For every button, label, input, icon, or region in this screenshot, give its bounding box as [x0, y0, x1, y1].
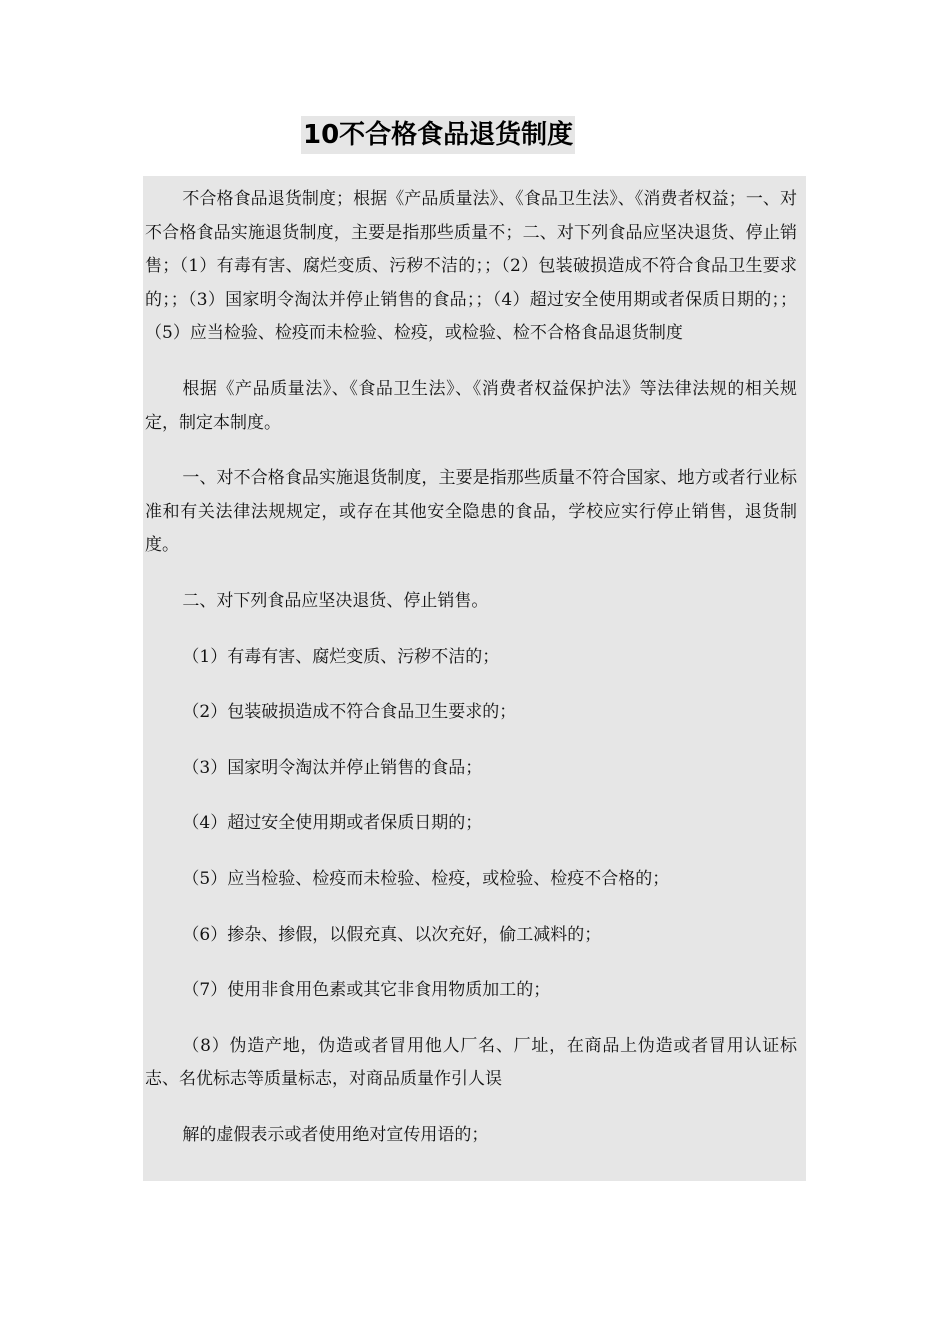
paragraph-summary: 不合格食品退货制度；根据《产品质量法》、《食品卫生法》、《消费者权益；一、对不合格食品实施退货制度，主要是指那些质量不；二、对下列食品应坚决退货、停止销售；（1）有毒有害、腐烂变质、污秽不洁的；；（2）包装破损造成不符合食品卫生要求的；；（3）国家明令淘汰并停止销售的食品；；（4）超过安全使用期或者保质日期的；；（5）应当检验、检疫而未检验、检疫，或检验、检不合格食品退货制度 [145, 189, 797, 344]
paragraph-section-2: 二、对下列食品应坚决退货、停止销售。 [182, 590, 489, 611]
list-item-5: （5）应当检验、检疫而未检验、检疫，或检验、检疫不合格的； [182, 868, 670, 889]
list-item-4: （4）超过安全使用期或者保质日期的； [182, 813, 483, 834]
list-item-2: （2）包装破损造成不符合食品卫生要求的； [182, 702, 517, 723]
list-item-6: （6）掺杂、掺假，以假充真、以次充好，偷工减料的； [182, 924, 602, 945]
paragraph-section-1: 一、对不合格食品实施退货制度，主要是指那些质量不符合国家、地方或者行业标准和有关法律法规规定，或存在其他安全隐患的食品，学校应实行停止销售，退货制度。 [145, 468, 797, 556]
list-item-7: （7）使用非食用色素或其它非食用物质加工的； [182, 980, 551, 1001]
document-body [145, 183, 797, 1174]
list-item-8: （8）伪造产地，伪造或者冒用他人厂名、厂址，在商品上伪造或者冒用认证标志、名优标志等质量标志，对商品质量作引人误 [145, 1035, 797, 1090]
list-item-3: （3）国家明令淘汰并停止销售的食品； [182, 757, 483, 778]
document-title: 10不合格食品退货制度 [301, 116, 575, 154]
list-item-1: （1）有毒有害、腐烂变质、污秽不洁的； [182, 646, 500, 667]
list-item-8-continued: 解的虚假表示或者使用绝对宣传用语的； [182, 1124, 489, 1145]
paragraph-basis: 根据《产品质量法》、《食品卫生法》、《消费者权益保护法》等法律法规的相关规定，制定本制度。 [145, 378, 797, 433]
